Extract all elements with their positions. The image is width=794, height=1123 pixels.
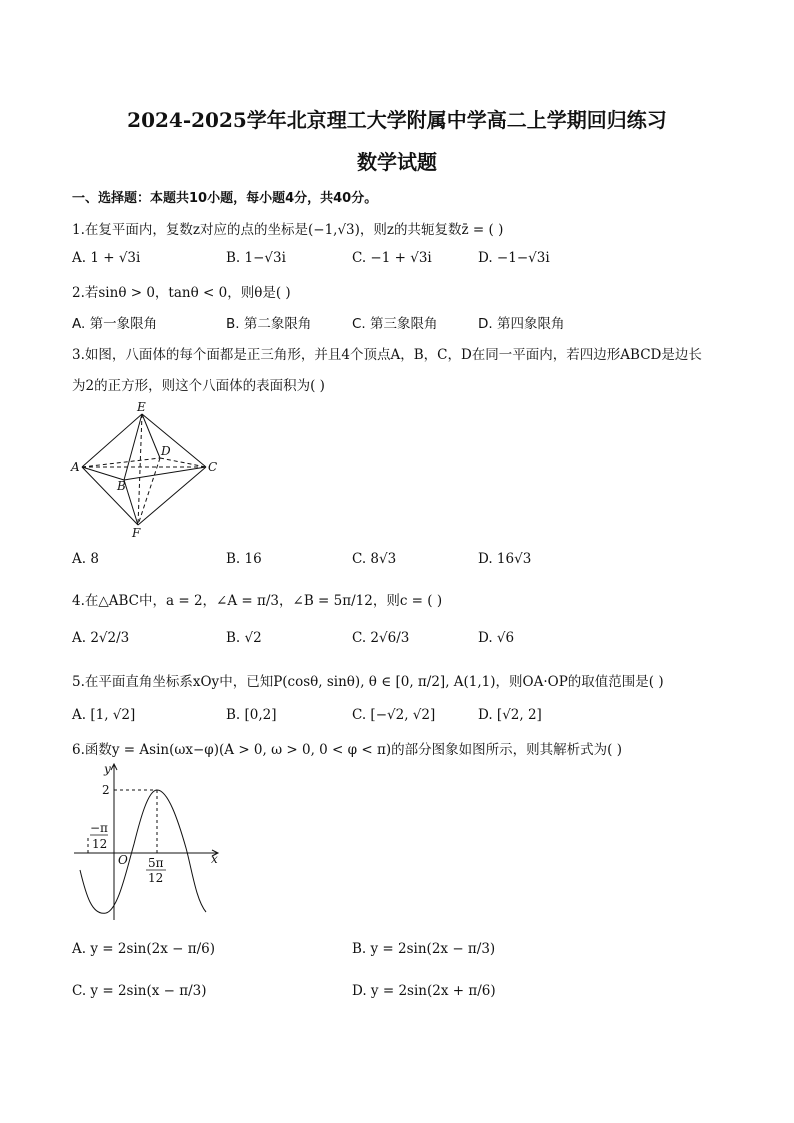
sine-curve [80,790,206,913]
page-subtitle: 数学试题 [357,150,437,174]
y-axis-label: y [104,762,111,776]
question-2-option-b: B. 第二象限角 [226,316,312,332]
five-pi-label: 5π [148,856,164,870]
question-3-stem-line2: 为2的正方形，则这个八面体的表面积为( ) [72,378,325,394]
question-3-option-d: D. 16√3 [478,551,532,567]
question-1-option-b: B. 1−√3i [226,250,286,266]
question-5-stem: 5.在平面直角坐标系xOy中，已知P(cosθ, sinθ), θ ∈ [0, π/2], A(1,1)，则OA·OP的取值范围是( ) [72,674,664,690]
question-1-option-a: A. 1 + √3i [72,250,141,266]
question-3-stem-line1: 3.如图，八面体的每个面都是正三角形，并且4个顶点A，B，C，D在同一平面内，若四边形ABCD是边长 [72,347,702,363]
vertex-label-e: E [137,400,146,414]
question-6-option-a: A. y = 2sin(2x − π/6) [72,941,216,957]
max-value-label: 2 [102,783,110,797]
neg-pi-denominator: 12 [92,837,108,851]
question-2-option-d: D. 第四象限角 [478,316,565,332]
vertex-label-b: B [117,479,126,493]
vertex-label-f: F [132,526,141,540]
question-4-option-a: A. 2√2/3 [72,630,130,646]
question-5-option-b: B. [0,2] [226,707,277,723]
five-pi-denominator: 12 [148,871,164,885]
question-5-option-d: D. [√2, 2] [478,707,542,723]
question-3-option-c: C. 8√3 [352,551,397,567]
question-6-stem: 6.函数y = Asin(ωx−φ)(A > 0, ω > 0, 0 < φ < π)的部分图象如图所示，则其解析式为( ) [72,742,622,758]
question-3-option-b: B. 16 [226,551,262,567]
neg-pi-label: −π [90,821,108,835]
question-6-option-d: D. y = 2sin(2x + π/6) [352,983,496,999]
vertex-label-d: D [161,444,171,458]
question-6-option-c: C. y = 2sin(x − π/3) [72,983,207,999]
origin-label: O [118,853,128,867]
question-4-option-c: C. 2√6/3 [352,630,410,646]
vertex-label-a: A [71,460,80,474]
page-title: 2024-2025学年北京理工大学附属中学高二上学期回归练习 [127,108,667,132]
question-5-option-c: C. [−√2, √2] [352,707,436,723]
vertex-label-c: C [208,460,218,474]
octahedron-figure [68,398,228,540]
section-heading: 一、选择题：本题共10小题，每小题4分，共40分。 [72,191,378,206]
question-6-option-b: B. y = 2sin(2x − π/3) [352,941,496,957]
x-axis-label: x [211,852,218,866]
question-1-option-c: C. −1 + √3i [352,250,432,266]
sine-graph-figure [68,760,228,925]
question-4-stem: 4.在△ABC中，a = 2，∠A = π/3，∠B = 5π/12，则c = ( ) [72,593,443,609]
question-4-option-d: D. √6 [478,630,515,646]
question-2-stem: 2.若sinθ > 0，tanθ < 0，则θ是( ) [72,285,291,301]
question-2-option-a: A. 第一象限角 [72,316,158,332]
question-5-option-a: A. [1, √2] [72,707,136,723]
question-2-option-c: C. 第三象限角 [352,316,438,332]
question-1-option-d: D. −1−√3i [478,250,550,266]
question-1-stem: 1.在复平面内，复数z对应的点的坐标是(−1,√3)，则z的共轭复数z̄ = ( ) [72,222,504,238]
question-4-option-b: B. √2 [226,630,262,646]
question-3-option-a: A. 8 [72,551,99,567]
